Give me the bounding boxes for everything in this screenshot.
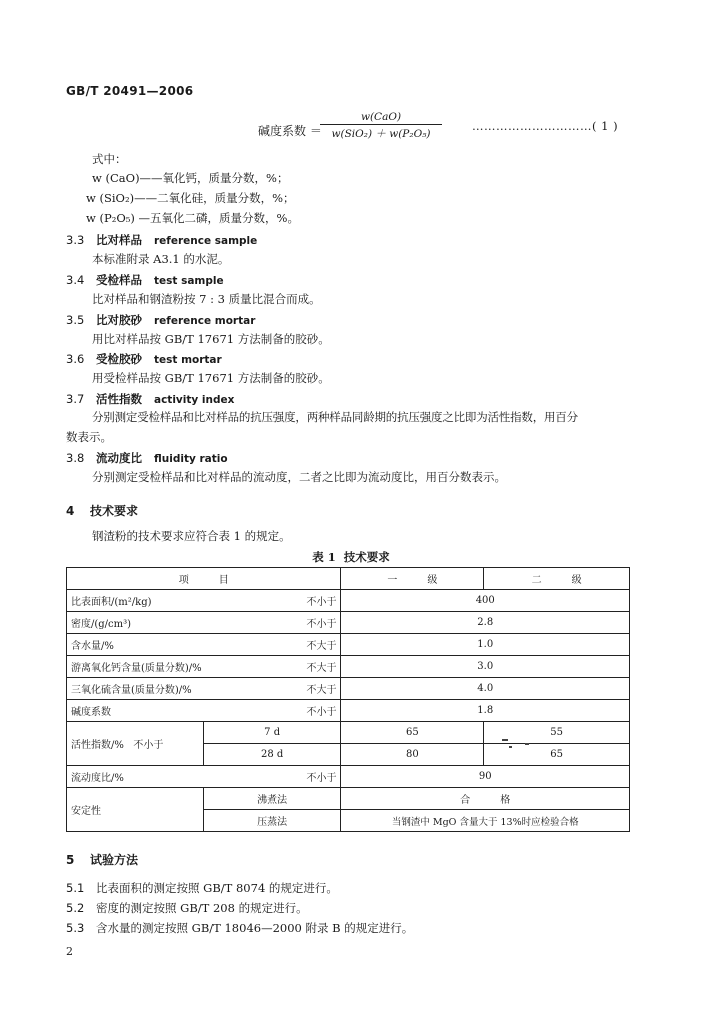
formula-numerator: w(CaO) xyxy=(360,111,402,123)
clause: 5.1 比表面积的测定按照 GB/T 8074 的规定进行。 xyxy=(66,881,338,895)
table-row: 比表面积/(m²/kg) 不小于 400 xyxy=(67,590,630,612)
standard-code: GB/T 20491—2006 xyxy=(66,84,194,98)
definition-heading: 3.5 比对胶砂 reference mortar xyxy=(66,313,256,327)
equation-number: …………………………( 1 ) xyxy=(472,119,619,133)
scan-speck xyxy=(509,746,512,748)
section-heading: 4 技术要求 xyxy=(66,504,139,518)
table-caption: 表 1 技术要求 xyxy=(312,550,390,564)
page-number: 2 xyxy=(66,945,73,958)
definition-text: 本标准附录 A3.1 的水泥。 xyxy=(92,252,230,266)
table-row: 三氧化硫含量(质量分数)/% 不大于 4.0 xyxy=(67,678,630,700)
table-row: 安定性 沸煮法 合 格 xyxy=(67,788,630,810)
scan-speck xyxy=(502,739,508,741)
col-header-item: 项 目 xyxy=(67,568,341,590)
definition-heading: 3.3 比对样品 reference sample xyxy=(66,233,258,247)
col-header-grade1: 一 级 xyxy=(341,568,484,590)
legend-intro: 式中： xyxy=(92,152,127,166)
definition-heading: 3.8 流动度比 fluidity ratio xyxy=(66,451,228,465)
formula-fraction xyxy=(320,111,442,141)
definition-heading: 3.7 活性指数 activity index xyxy=(66,392,235,406)
definition-heading: 3.4 受检样品 test sample xyxy=(66,273,224,287)
legend-item: w (SiO₂)——二氧化硅，质量分数，%； xyxy=(86,191,295,205)
table-row: 28 d 80 65 xyxy=(67,744,630,766)
table-row: 压蒸法 当钢渣中 MgO 含量大于 13%时应检验合格 xyxy=(67,810,630,832)
section-text: 钢渣粉的技术要求应符合表 1 的规定。 xyxy=(92,529,291,543)
clause: 5.3 含水量的测定按照 GB/T 18046—2000 附录 B 的规定进行。 xyxy=(66,921,414,935)
clause: 5.2 密度的测定按照 GB/T 208 的规定进行。 xyxy=(66,901,308,915)
table-row: 碱度系数 不小于 1.8 xyxy=(67,700,630,722)
col-header-grade2: 二 级 xyxy=(484,568,630,590)
definition-text: 分别测定受检样品和比对样品的流动度，二者之比即为流动度比，用百分数表示。 xyxy=(92,470,506,484)
table-row: 含水量/% 不大于 1.0 xyxy=(67,634,630,656)
definition-text-continued: 数表示。 xyxy=(66,430,112,444)
definition-text: 用受检样品按 GB/T 17671 方法制备的胶砂。 xyxy=(92,371,330,385)
section-heading: 5 试验方法 xyxy=(66,853,139,867)
definition-heading: 3.6 受检胶砂 test mortar xyxy=(66,352,222,366)
definition-text: 比对样品和钢渣粉按 7 : 3 质量比混合而成。 xyxy=(92,292,321,306)
definition-text: 分别测定受检样品和比对样品的抗压强度，两种样品同龄期的抗压强度之比即为活性指数，用百分 xyxy=(92,410,578,424)
formula-denominator: w(SiO₂) ＋ w(P₂O₅) xyxy=(331,128,431,140)
legend-item: w (P₂O₅) —五氧化二磷，质量分数，%。 xyxy=(86,211,299,225)
legend-item: w (CaO)——氧化钙，质量分数，%； xyxy=(92,171,289,185)
table-row: 游离氧化钙含量(质量分数)/% 不大于 3.0 xyxy=(67,656,630,678)
table-row: 流动度比/% 不小于 90 xyxy=(67,766,630,788)
definition-text: 用比对样品按 GB/T 17671 方法制备的胶砂。 xyxy=(92,332,330,346)
formula-label: 碱度系数 ＝ xyxy=(258,124,322,138)
spec-table xyxy=(66,567,630,832)
scan-speck xyxy=(525,743,529,745)
table-row: 密度/(g/cm³) 不小于 2.8 xyxy=(67,612,630,634)
table-row: 活性指数/% 不小于 7 d 65 55 xyxy=(67,722,630,744)
table-header-row xyxy=(67,568,630,590)
